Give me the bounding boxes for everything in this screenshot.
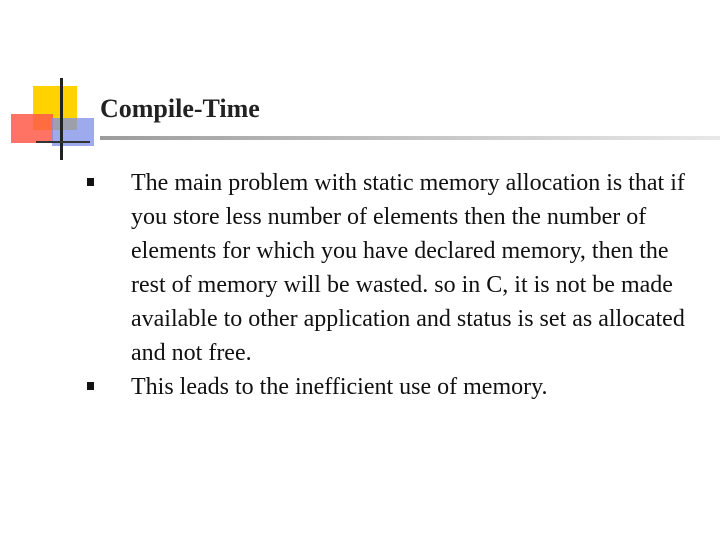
decoration-vertical-line [60,78,63,160]
bullet-text: The main problem with static memory allocation is that if you store less number of elements then the number of elements for which you have declared memory, then the rest of memory will be wasted. so in C, it is not be made available to other application and status is set as allocated and not free. [131,170,685,366]
bullet-text: This leads to the inefficient use of memory. [131,374,548,400]
bullet-square-icon [87,382,94,390]
bullet-item [82,166,702,370]
bullet-item [82,370,702,404]
slide-title: Compile-Time [100,94,260,123]
decoration-horizontal-line [36,141,90,143]
bullet-square-icon [87,178,94,186]
bullet-list [82,166,702,404]
decoration-red-square [11,114,53,143]
title-underline [100,136,720,140]
corner-decoration [0,0,120,170]
